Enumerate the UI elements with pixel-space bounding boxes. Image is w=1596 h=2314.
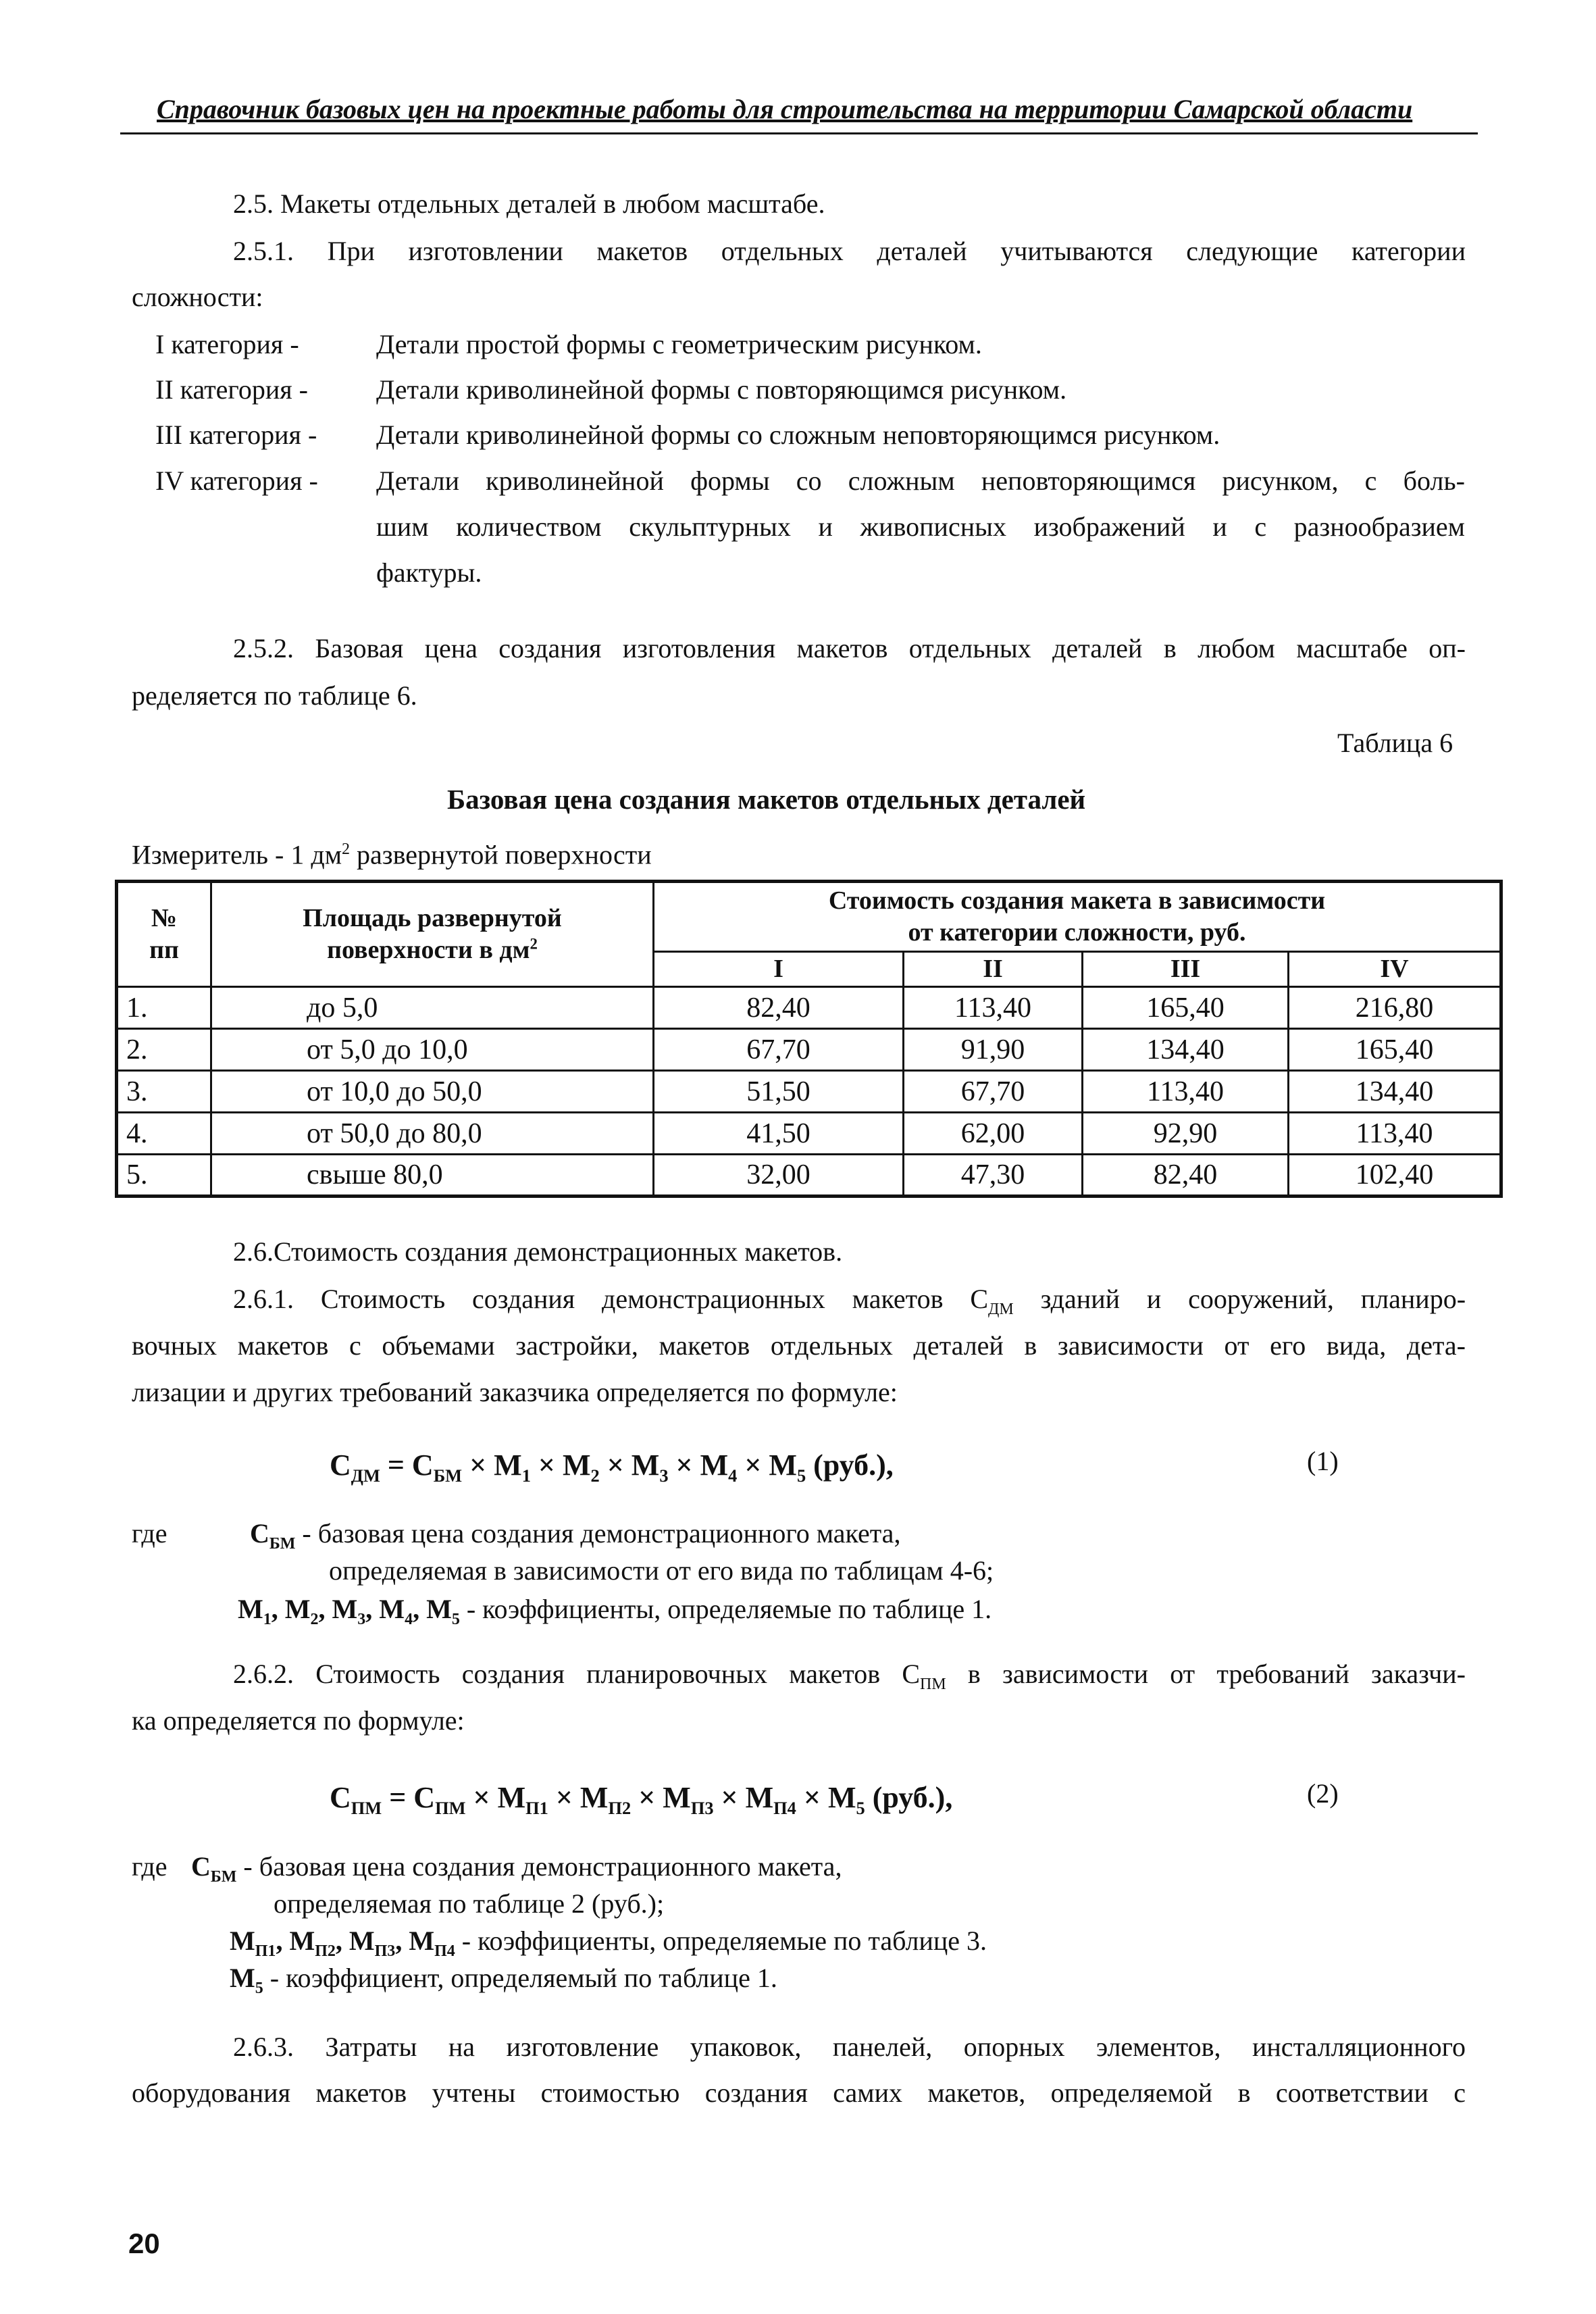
where-2-text-c: - коэффициенты, определяемые по таблице 3. (455, 1926, 987, 1956)
where-2-line3 (230, 1928, 987, 1959)
row-value: 47,30 (904, 1155, 1083, 1197)
col-header-num-line1: № (151, 903, 178, 932)
para-2-6-1-text: 2.6.1. Стоимость создания демонстрационных макетов С (233, 1284, 989, 1314)
category-4-text-line2: шим количеством скульптурных и живописных изображений и с разнообразием (376, 511, 1465, 542)
para-2-6-2-line1 (233, 1661, 1466, 1692)
where-1-line2: определяемая в зависимости от его вида по таблицам 4-6; (329, 1555, 994, 1586)
cat-header-2: II (904, 952, 1083, 987)
cat-header-4: IV (1289, 952, 1501, 987)
para-2-6-1-tail: зданий и сооружений, планиро- (1013, 1284, 1466, 1314)
row-value: 67,70 (654, 1029, 904, 1071)
para-2-5-2-line2: ределяется по таблице 6. (132, 680, 417, 711)
where-1-text-c: - коэффициенты, определяемые по таблице 1. (459, 1594, 992, 1624)
para-2-6-2-tail: в зависимости от требований заказчи- (946, 1659, 1466, 1689)
where-2-text-a: - базовая цена создания демонстрационного макета, (236, 1851, 842, 1882)
para-2-6-1-sub: ДМ (988, 1301, 1014, 1318)
where-1-coeffs: $М_1$, $М_2$, $М_3$, $М_4$, $М_5$ (238, 1594, 460, 1628)
col-header-area-text: поверхности в дм (327, 936, 530, 964)
row-value: 102,40 (1289, 1155, 1501, 1197)
row-num: 3. (117, 1071, 211, 1113)
where-1-label: где (132, 1518, 168, 1549)
row-value: 82,40 (1083, 1155, 1289, 1197)
para-2-6-1-line3: лизации и других требований заказчика определяется по формуле: (132, 1377, 898, 1407)
where-2-coeffs: $М_{П1}$, $М_{П2}$, $М_{П3}$, $М_{П4}$ (230, 1926, 455, 1960)
category-3-label: III категория - (155, 420, 317, 450)
table-row (117, 1113, 1501, 1155)
table-measure-tail: развернутой поверхности (350, 839, 652, 870)
para-2-5-1-line1: 2.5.1. При изготовлении макетов отдельных деталей учитываются следующие категории (233, 236, 1466, 266)
where-1-line1 (250, 1520, 900, 1552)
row-num: 2. (117, 1029, 211, 1071)
category-4-label: IV категория - (155, 466, 318, 496)
row-value: 92,90 (1083, 1113, 1289, 1155)
col-header-area-sup: 2 (530, 935, 538, 953)
row-num: 5. (117, 1155, 211, 1197)
col-header-area-line1: Площадь развернутой (303, 903, 562, 932)
row-value: 216,80 (1289, 987, 1501, 1029)
where-2-symbol: $С_{БМ}$ (191, 1851, 237, 1886)
category-2-label: II категория - (155, 374, 308, 405)
col-header-area (211, 882, 654, 987)
where-1-symbol: $С_{БМ}$ (250, 1518, 296, 1553)
col-header-num (117, 882, 211, 987)
para-2-6-3-line2: оборудования макетов учтены стоимостью создания самих макетов, определяемой в соответствии с (132, 2078, 1466, 2108)
where-1-line3 (238, 1596, 992, 1628)
category-4-text-line3: фактуры. (376, 557, 482, 588)
row-value: 113,40 (1083, 1071, 1289, 1113)
section-2-6-title: 2.6.Стоимость создания демонстрационных макетов. (233, 1236, 843, 1267)
table-measure (132, 841, 652, 868)
category-3-text: Детали криволинейной формы со сложным неповторяющимся рисунком. (376, 420, 1220, 450)
category-1-text: Детали простой формы с геометрическим рисунком. (376, 329, 982, 359)
para-2-5-2-line1: 2.5.2. Базовая цена создания изготовления макетов отдельных деталей в любом масштабе оп- (233, 633, 1466, 663)
row-value: 113,40 (904, 987, 1083, 1029)
where-2-m5: $М_5$ (230, 1963, 263, 1997)
row-value: 134,40 (1083, 1029, 1289, 1071)
formula-2-number: (2) (1307, 1778, 1339, 1809)
header-rule (120, 132, 1478, 134)
row-value: 165,40 (1289, 1029, 1501, 1071)
col-header-num-line2: пп (149, 936, 179, 964)
where-2-label: где (132, 1851, 168, 1882)
para-2-6-1-line1 (233, 1286, 1466, 1317)
where-1-text-a: - базовая цена создания демонстрационного макета, (295, 1518, 901, 1549)
table-row (117, 1071, 1501, 1113)
table-measure-sup: 2 (342, 840, 351, 858)
row-value: 91,90 (904, 1029, 1083, 1071)
para-2-6-1-line2: вочных макетов с объемами застройки, макетов отдельных деталей в зависимости от его вида, дета- (132, 1330, 1466, 1361)
where-2-line1 (191, 1853, 842, 1885)
row-value: 113,40 (1289, 1113, 1501, 1155)
row-area: от 5,0 до 10,0 (211, 1029, 654, 1071)
section-2-5-title: 2.5. Макеты отдельных деталей в любом масштабе. (233, 188, 825, 219)
row-value: 32,00 (654, 1155, 904, 1197)
para-2-6-2-sub: ПМ (920, 1676, 946, 1693)
col-header-cost-line2: от категории сложности, руб. (908, 918, 1246, 947)
para-2-5-1-line2: сложности: (132, 282, 263, 312)
row-value: 67,70 (904, 1071, 1083, 1113)
col-header-cost-line1: Стоимость создания макета в зависимости (828, 886, 1326, 915)
table-caption: Таблица 6 (1337, 728, 1453, 758)
cat-header-3: III (1083, 952, 1289, 987)
row-area: свыше 80,0 (211, 1155, 654, 1197)
para-2-6-2-text: 2.6.2. Стоимость создания планировочных макетов С (233, 1659, 920, 1689)
para-2-6-2-line2: ка определяется по формуле: (132, 1705, 465, 1736)
where-2-line4 (230, 1965, 777, 1996)
formula-1: $С_{ДМ} = С_{БМ} \times М_1 \times М_2 \times М_3 \times М_4 \times М_5$ (руб.), (330, 1449, 894, 1486)
col-header-area-line2 (212, 934, 652, 967)
row-num: 4. (117, 1113, 211, 1155)
formula-2: $С_{ПМ} = С_{ПМ} \times М_{П1} \times М_{П2} \times М_{П3} \times М_{П4} \times М_5$ (руб.), (330, 1781, 953, 1818)
cat-header-1: I (654, 952, 904, 987)
category-4-text-line1: Детали криволинейной формы со сложным неповторяющимся рисунком, с боль- (376, 466, 1465, 496)
row-area: до 5,0 (211, 987, 654, 1029)
formula-1-number: (1) (1307, 1446, 1339, 1476)
row-num: 1. (117, 987, 211, 1029)
row-value: 165,40 (1083, 987, 1289, 1029)
category-2-text: Детали криволинейной формы с повторяющимся рисунком. (376, 374, 1067, 405)
row-value: 82,40 (654, 987, 904, 1029)
row-value: 134,40 (1289, 1071, 1501, 1113)
row-value: 41,50 (654, 1113, 904, 1155)
table-row (117, 987, 1501, 1029)
table-row (117, 1155, 1501, 1197)
table-measure-text: Измеритель - 1 дм (132, 839, 342, 870)
col-header-cost (654, 882, 1501, 952)
price-table (115, 880, 1503, 1198)
row-value: 62,00 (904, 1113, 1083, 1155)
row-area: от 50,0 до 80,0 (211, 1113, 654, 1155)
where-2-line2: определяемая по таблице 2 (руб.); (274, 1888, 665, 1919)
category-1-label: I категория - (155, 329, 299, 359)
page-number: 20 (128, 2228, 160, 2259)
table-row (117, 1029, 1501, 1071)
running-header: Справочник базовых цен на проектные работы для строительства на территории Самарской области (157, 94, 1413, 124)
row-area: от 10,0 до 50,0 (211, 1071, 654, 1113)
where-2-text-d: - коэффициент, определяемый по таблице 1. (263, 1963, 777, 1993)
table-title: Базовая цена создания макетов отдельных деталей (447, 784, 1086, 815)
row-value: 51,50 (654, 1071, 904, 1113)
para-2-6-3-line1: 2.6.3. Затраты на изготовление упаковок, панелей, опорных элементов, инсталляционного (233, 2032, 1466, 2062)
